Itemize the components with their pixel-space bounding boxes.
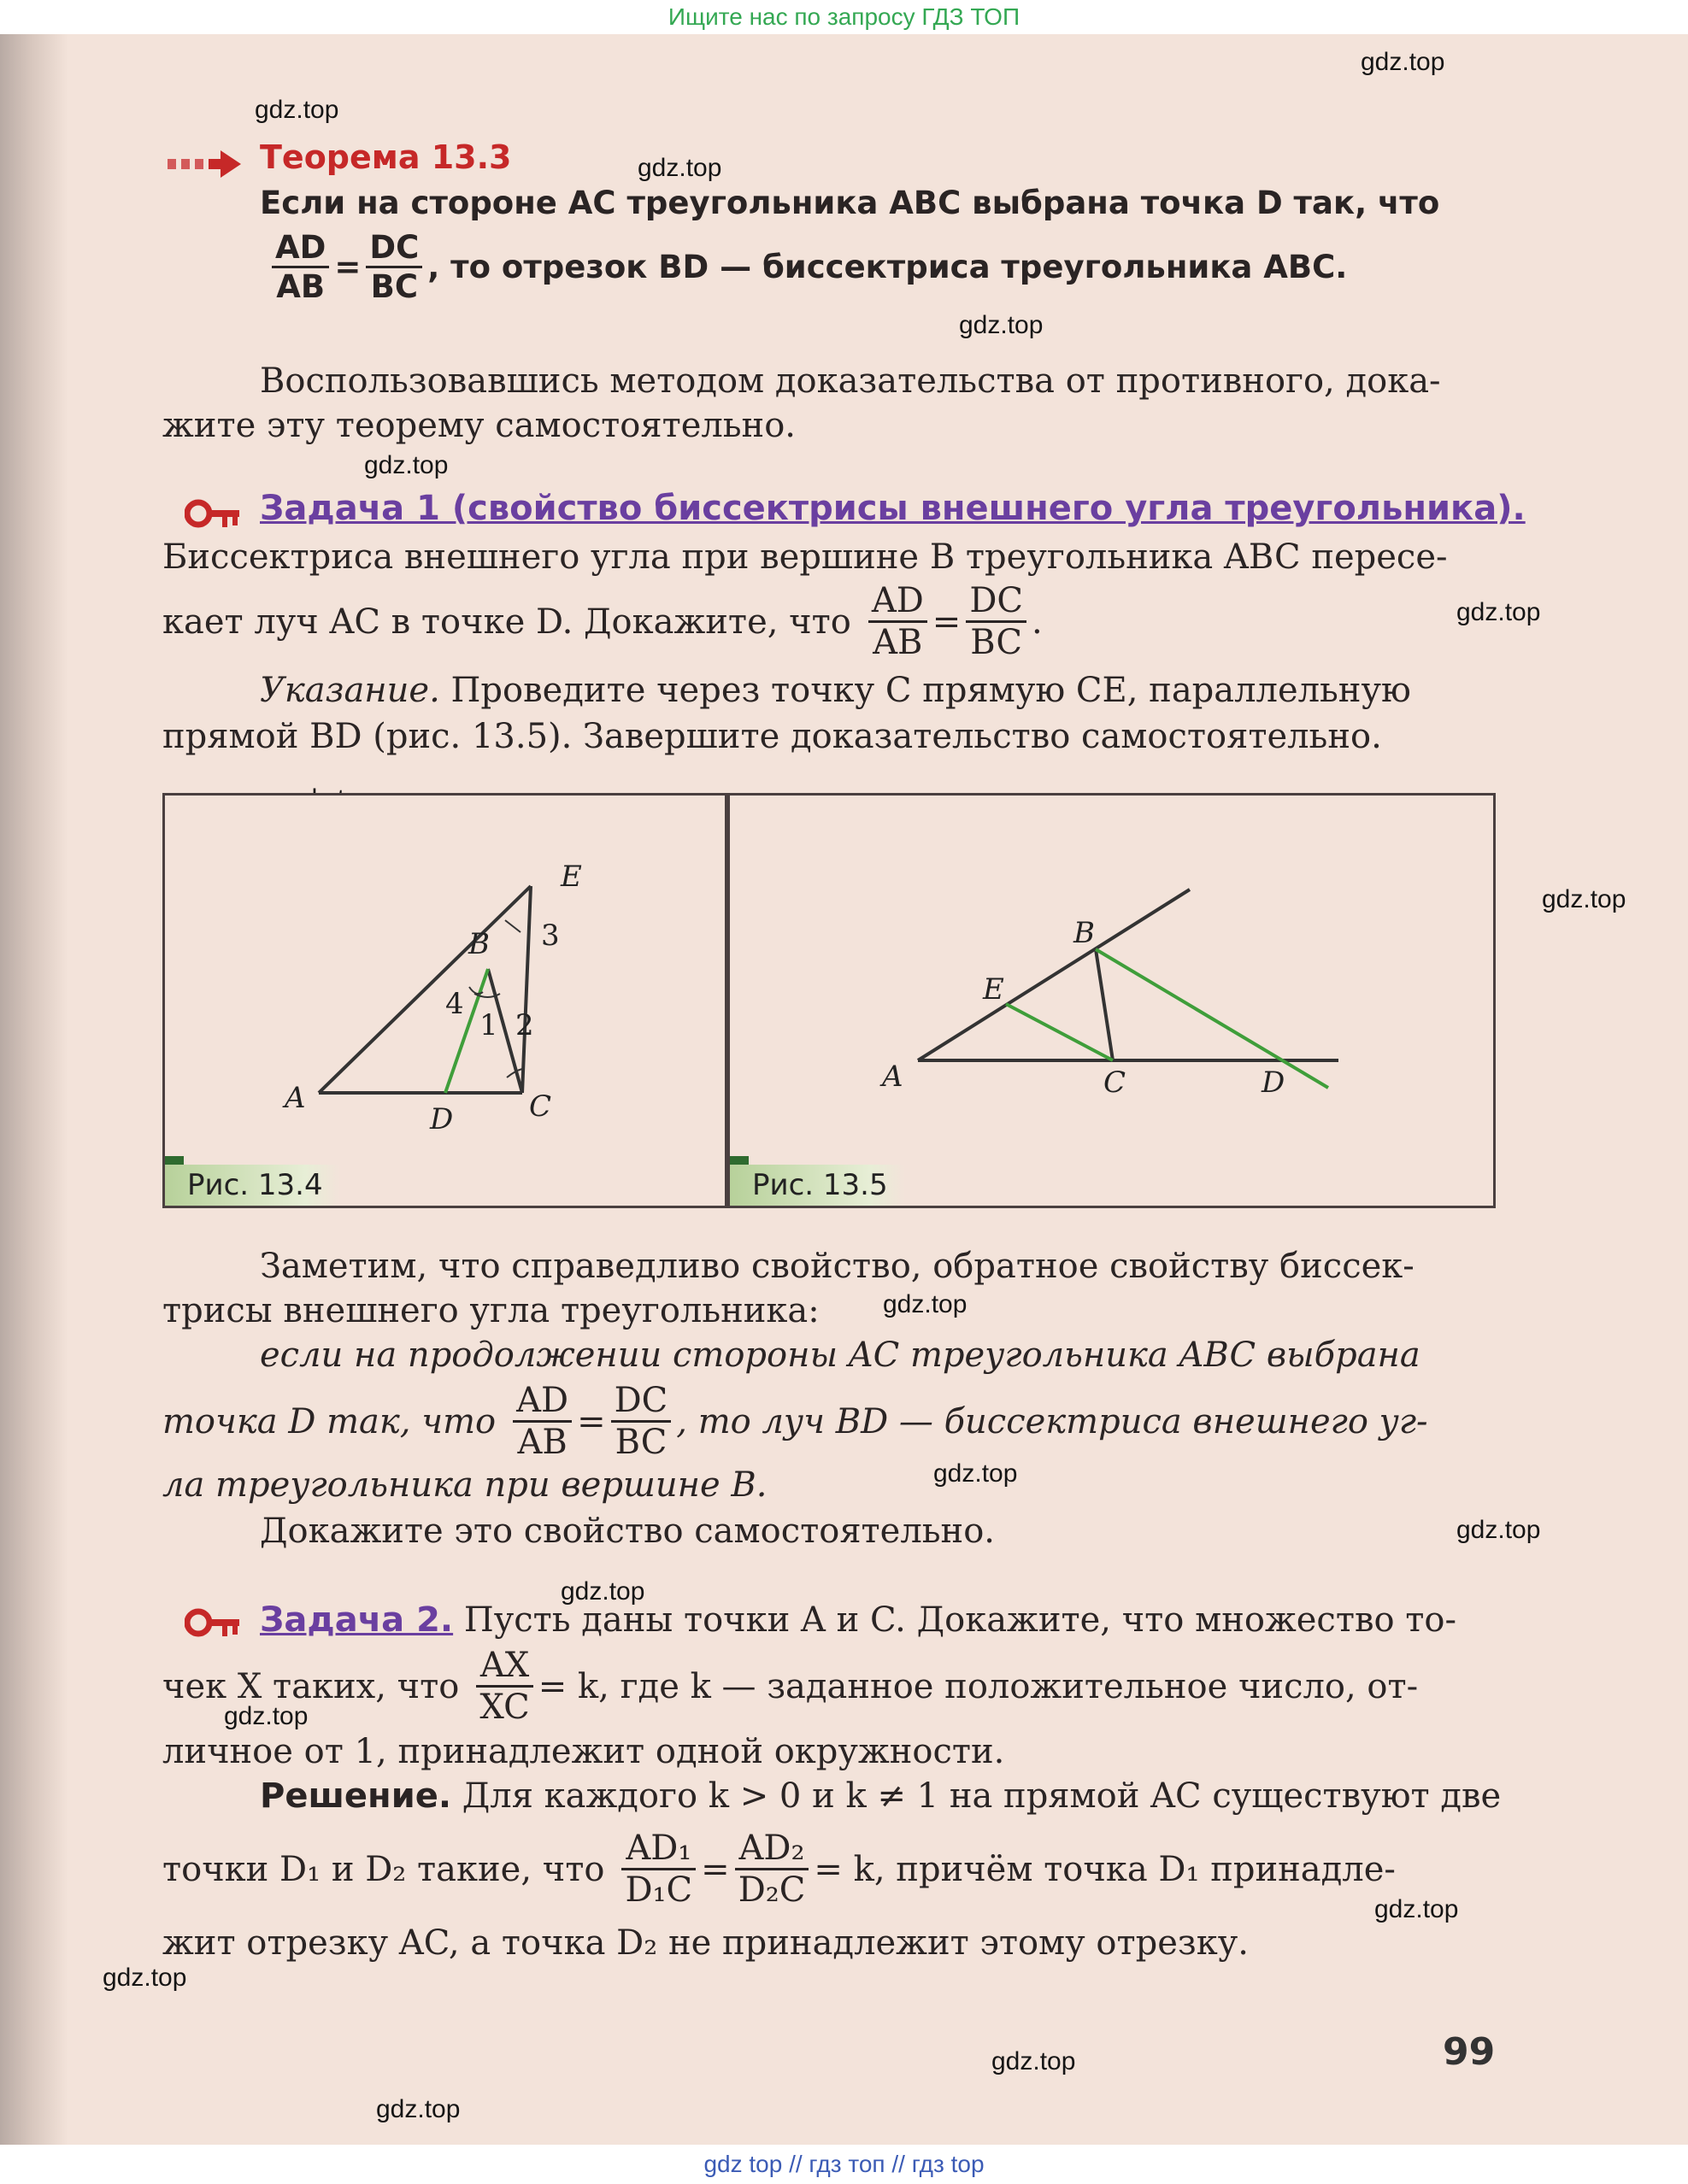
solution-line1-text: Для каждого k > 0 и k ≠ 1 на прямой AC существуют две [451, 1776, 1502, 1816]
equals-sign: = [577, 1401, 606, 1441]
figure-caption: Рис. 13.5 [730, 1165, 905, 1206]
theorem-title: Теорема 13.3 [260, 138, 512, 176]
page-gutter-shadow [0, 34, 68, 2145]
theorem-fraction-1: $\frac{AD}{AB}$ [272, 229, 329, 305]
hint-line1 [260, 668, 1411, 713]
label-C: C [529, 1089, 552, 1124]
proof-hint-line2: жите эту теорему самостоятельно. [162, 406, 797, 445]
label-E: E [561, 860, 582, 894]
label-angle-4: 4 [445, 987, 464, 1021]
solution-line3: жит отрезку AC, а точка D₂ не принадлежит этому отрезку. [162, 1923, 1249, 1963]
label-E: E [983, 972, 1004, 1007]
task2-line3: личное от 1, принадлежит одной окружности. [162, 1732, 1005, 1771]
label-angle-3: 3 [541, 919, 560, 953]
remark-italic-line2-tail: , то луч BD — биссектриса внешнего уг- [676, 1401, 1428, 1441]
angle-mark-3 [505, 920, 521, 932]
equals-sign: = [932, 602, 962, 642]
task1-line2 [162, 581, 1043, 662]
label-A: A [882, 1060, 903, 1094]
segment-EC [522, 886, 531, 1093]
theorem-fraction-2: $\frac{DC}{BC}$ [366, 229, 422, 305]
task2-line1 [260, 1598, 1456, 1642]
task1-fraction-1: $\frac{AD}{AB}$ [868, 581, 927, 662]
theorem-arrow-icon [168, 147, 244, 181]
proof-hint-line1: Воспользовавшись методом доказательства от противного, дока- [260, 361, 1441, 401]
task2-line2 [162, 1646, 1418, 1727]
watermark: gdz.top [1361, 48, 1445, 76]
label-D: D [1262, 1066, 1285, 1100]
watermark: gdz.top [1374, 1895, 1459, 1923]
watermark: gdz.top [991, 2047, 1076, 2075]
hint-line2: прямой BD (рис. 13.5). Завершите доказательство самостоятельно. [162, 717, 1382, 756]
equals-sign: = [334, 248, 362, 285]
solution-line2 [162, 1829, 1396, 1910]
task2-fraction: $\frac{AX}{XC}$ [476, 1646, 532, 1727]
label-A: A [285, 1081, 306, 1115]
watermark: gdz.top [1542, 885, 1626, 913]
remark-line1: Заметим, что справедливо свойство, обратное свойству биссек- [260, 1247, 1415, 1286]
figure-13-4 [162, 793, 727, 1208]
figure-caption: Рис. 13.4 [165, 1165, 340, 1206]
label-angle-2: 2 [515, 1008, 534, 1042]
solution-fraction-1: $\frac{\text{AD₁}}{\text{D₁C}}$ [621, 1829, 696, 1910]
key-icon [185, 496, 241, 531]
watermark: gdz.top [959, 311, 1044, 339]
remark-italic-line2-head: точка D так, что [162, 1401, 497, 1441]
remark-fraction-1: $\frac{AD}{AB}$ [513, 1381, 572, 1462]
task1-line1: Биссектриса внешнего угла при вершине B треугольника ABC пересе- [162, 537, 1448, 577]
task1-period: . [1032, 602, 1043, 642]
remark-italic-line3: ла треугольника при вершине B. [162, 1465, 768, 1505]
remark-last-line: Докажите это свойство самостоятельно. [260, 1512, 995, 1551]
task2-title[interactable]: Задача 2. [260, 1600, 454, 1640]
task2-line2-head: чек X таких, что [162, 1666, 460, 1706]
theorem-line2 [267, 229, 1347, 305]
top-banner[interactable]: Ищите нас по запросу ГДЗ ТОП [0, 0, 1688, 34]
remark-fraction-2: $\frac{DC}{BC}$ [611, 1381, 672, 1462]
watermark: gdz.top [638, 154, 722, 182]
figure-13-4-diagram [165, 796, 725, 1206]
label-D: D [430, 1102, 454, 1136]
solution-line2-head: точки D₁ и D₂ такие, что [162, 1849, 605, 1889]
watermark: gdz.top [255, 96, 339, 124]
segment-BC [1096, 949, 1113, 1060]
solution-line2-tail: = k, причём точка D₁ принадле- [814, 1849, 1396, 1889]
watermark: gdz.top [376, 2095, 461, 2123]
task1-line2-head: кает луч AC в точке D. Докажите, что [162, 602, 851, 642]
solution-fraction-2: $\frac{\text{AD₂}}{\text{D₂C}}$ [735, 1829, 809, 1910]
watermark: gdz.top [364, 451, 449, 479]
solution-label: Решение. [260, 1776, 452, 1816]
watermark: gdz.top [933, 1459, 1018, 1488]
watermark: gdz.top [1456, 1516, 1541, 1544]
ray-AB [918, 889, 1190, 1060]
line-CE [1006, 1004, 1113, 1060]
label-B: B [468, 927, 490, 961]
figure-13-5 [727, 793, 1496, 1208]
key-icon [185, 1605, 241, 1641]
watermark: gdz.top [1456, 598, 1541, 626]
label-C: C [1103, 1066, 1126, 1100]
remark-italic-line1: если на продолжении стороны AC треугольника ABC выбрана [260, 1336, 1420, 1375]
hint-line1-text: Проведите через точку C прямую CE, параллельную [439, 671, 1411, 710]
page-number: 99 [1443, 2030, 1496, 2074]
line-AE [319, 886, 531, 1093]
bottom-banner[interactable]: gdz top // гдз топ // гдз top [0, 2145, 1688, 2184]
remark-italic-line2 [162, 1381, 1428, 1462]
task2-line1-text: Пусть даны точки A и C. Докажите, что множество то- [453, 1600, 1456, 1640]
figure-13-5-diagram [730, 796, 1493, 1206]
watermark: gdz.top [224, 1702, 309, 1730]
task1-title[interactable]: Задача 1 (свойство биссектрисы внешнего угла треугольника). [260, 489, 1526, 528]
watermark: gdz.top [883, 1290, 968, 1318]
bisector-BD [1096, 949, 1328, 1088]
equals-sign: = [701, 1849, 730, 1889]
label-B: B [1073, 916, 1095, 950]
watermark: gdz.top [561, 1577, 645, 1606]
theorem-line1: Если на стороне AC треугольника ABC выбрана точка D так, что [260, 185, 1440, 221]
watermark: gdz.top [103, 1964, 187, 1992]
label-angle-1: 1 [479, 1008, 498, 1042]
hint-label: Указание. [260, 671, 440, 710]
task1-fraction-2: $\frac{DC}{BC}$ [966, 581, 1026, 662]
remark-line2: трисы внешнего угла треугольника: [162, 1291, 820, 1330]
theorem-line2-tail: , то отрезок BD — биссектриса треугольника ABC. [427, 248, 1348, 285]
solution-line1 [260, 1774, 1501, 1818]
task2-line2-tail: = k, где k — заданное положительное число, от- [538, 1666, 1419, 1706]
